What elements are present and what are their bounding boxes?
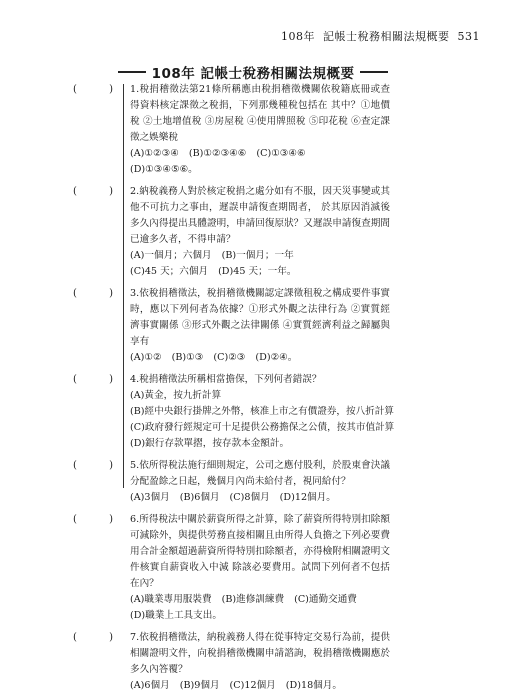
running-header [281,28,480,44]
question-text: 2.納稅義務人對於核定稅捐之處分如有不服，因天災事變或其他不可抗力之事由，遲誤申請復查期間者， 於其原因消滅後多久內得提出具體證明，申請回復原狀？又遲誤申請復查期間已逾多久者，不得申請？ [130,186,390,245]
question-body [130,82,390,178]
answer-blank[interactable] [73,372,113,388]
answer-paren-close: ) [109,186,113,197]
answer-option: (C)通勤交通費 [294,594,357,605]
answer-paren-open: ( [73,186,77,197]
answer-blank[interactable] [73,286,113,302]
option-list [130,680,352,691]
heading-rule-right [360,71,388,72]
answer-blank[interactable] [73,630,113,646]
answer-blank[interactable] [73,512,113,528]
answer-option: (D)12個月。 [279,492,336,503]
answer-option: (B)進修訓練費 [221,594,285,605]
option-list [130,250,306,277]
section-title: 108年 記帳士稅務相關法規概要 [151,66,355,82]
section-heading [118,62,388,82]
answer-option: (A)一個月；六個月 [130,250,212,261]
question-body [130,630,390,694]
answer-paren-open: ( [73,460,77,471]
question-text: 1.稅捐稽徵法第21條所稱應由稅捐稽徵機關依稅籍底冊或查得資料核定課徵之稅捐，下列那幾種稅包括在 其中？①地價稅 ②土地增值稅 ③房屋稅 ④使用牌照稅 ⑤印花稅 ⑥查定課徵之娛樂稅 [130,84,390,143]
answer-paren-close: ) [109,514,113,525]
answer-paren-open: ( [73,288,77,299]
answer-option: (A)①② [130,352,162,363]
answer-paren-open: ( [73,374,77,385]
answer-option: (C)8個月 [229,492,270,503]
answer-option: (A)6個月 [130,680,170,691]
answer-paren-close: ) [109,632,113,643]
answer-option: (D)①③④⑤⑥。 [130,164,198,175]
answer-paren-open: ( [73,514,77,525]
answer-option: (D)職業上工具支出。 [130,610,222,621]
question-body [130,512,390,624]
question-item [0,286,520,366]
answer-paren-close: ) [109,288,113,299]
question-item [0,458,520,506]
answer-option: (C)政府發行經規定可十足提供公務擔保之公債，按其市值計算 [130,422,395,433]
answer-option: (A)職業專用服裝費 [130,594,212,605]
question-body [130,458,390,506]
question-text: 7.依稅捐稽徵法，納稅義務人得在從事特定交易行為前，提供相關證明文件，向稅捐稽徵機關申請諮詢，稅捐稽徵機關應於多久內答覆？ [130,632,390,675]
answer-option: (D)②④。 [255,352,298,363]
answer-option: (D)銀行存款單摺，按存款本金額計。 [130,438,290,449]
answer-option: (C)45 天；六個月 [130,266,209,277]
header-title: 記帳士稅務相關法規概要 [323,30,450,43]
option-list [130,390,404,449]
question-body [130,286,390,366]
answer-paren-open: ( [73,84,77,95]
answer-blank[interactable] [73,184,113,200]
question-item [0,372,520,452]
answer-option: (B)經中央銀行掛牌之外幣，核准上市之有價證券，按八折計算 [130,406,394,417]
answer-option: (A)①②③④ [130,148,179,159]
answer-option: (C)12個月 [229,680,276,691]
answer-option: (D)45 天；一年。 [218,266,297,277]
question-body [130,184,390,280]
answer-paren-close: ) [109,374,113,385]
answer-option: (B)9個月 [179,680,220,691]
question-list [0,82,520,700]
option-list [130,492,346,503]
answer-option: (A)3個月 [130,492,170,503]
question-text: 6.所得稅法中關於薪資所得之計算，除了薪資所得特別扣除額可減除外，與提供勞務直接相關且由所得人負擔之下列必要費用合計金額超過薪資所得特別扣除額者，亦得檢附相關證明文件核實自薪資收入中減 除該必要費用。試問下列何者不包括在內？ [130,514,390,589]
answer-blank[interactable] [73,458,113,474]
question-item [0,82,520,178]
page-number: 531 [457,30,480,43]
answer-option: (B)①②③④⑥ [188,148,247,159]
option-list [130,352,307,363]
question-text: 3.依稅捐稽徵法，稅捐稽徵機關認定課徵租稅之構成要件事實時，應以下列何者為依據？①形式外觀之法律行為 ②實質經濟事實關係 ③形式外觀之法律關係 ④實質經濟利益之歸屬與享有 [130,288,390,347]
answer-paren-close: ) [109,84,113,95]
answer-option: (C)②③ [213,352,246,363]
answer-option: (B)①③ [171,352,204,363]
answer-paren-close: ) [109,460,113,471]
option-list [130,594,367,621]
answer-option: (D)18個月。 [285,680,342,691]
header-year: 108年 [281,30,315,43]
answer-blank[interactable] [73,82,113,98]
question-body [130,372,395,452]
question-item [0,512,520,624]
answer-paren-open: ( [73,632,77,643]
answer-option: (C)①③④⑥ [256,148,306,159]
question-item [0,184,520,280]
option-list [130,148,316,175]
answer-option: (B)6個月 [179,492,220,503]
answer-option: (A)黃金，按九折計算 [130,390,222,401]
question-item [0,630,520,694]
heading-rule-left [118,71,146,72]
question-text: 4.稅捐稽徵法所稱相當擔保，下列何者錯誤？ [130,374,322,385]
answer-option: (B)一個月；一年 [221,250,294,261]
question-text: 5.依所得稅法施行細則規定，公司之應付股利，於股東會決議分配盈餘之日起，幾個月內尚未給付者，視同給付？ [130,460,390,487]
